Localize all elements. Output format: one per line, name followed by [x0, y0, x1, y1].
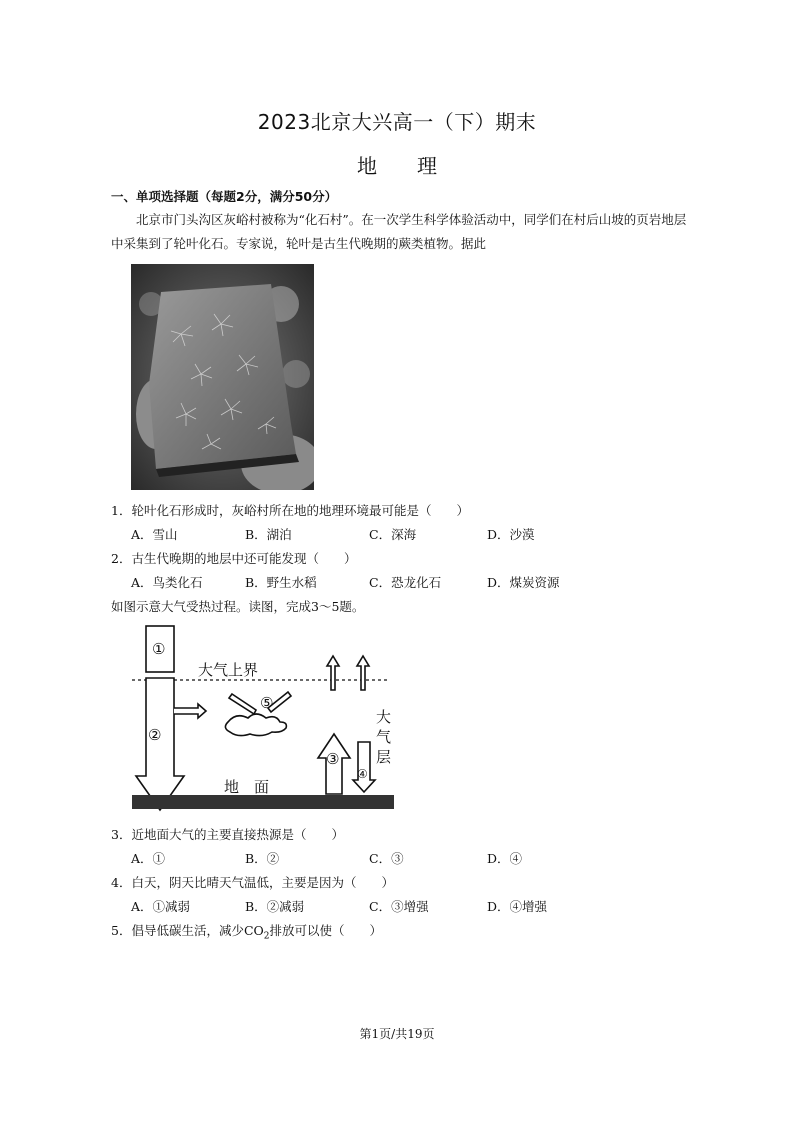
intro-paragraph-fossil: 北京市门头沟区灰峪村被称为“化石村”。在一次学生科学体验活动中，同学们在村后山坡的页岩地层中采集到了轮叶化石。专家说，轮叶是古生代晚期的蕨类植物。据此	[111, 212, 687, 251]
question-1-stem: 1．轮叶化石形成时，灰峪村所在地的地理环境最可能是（ ）	[111, 503, 469, 518]
q2-option-b: B．野生水稻	[245, 575, 317, 590]
q4-option-d: D．④增强	[487, 899, 548, 914]
q4-option-c: C．③增强	[369, 899, 429, 914]
atmosphere-heating-diagram	[128, 622, 398, 817]
ground-bar	[132, 795, 394, 809]
q3-option-d: D．④	[487, 851, 523, 866]
q5-stem-after: 排放可以使（ ）	[269, 923, 383, 938]
marker-5: ⑤	[260, 694, 274, 712]
up-arrow-b	[357, 656, 369, 690]
ground-label: 地 面	[224, 778, 270, 796]
q5-stem-subscript: 2	[263, 931, 270, 942]
marker-4: ④	[357, 767, 368, 781]
q2-option-a: A．鸟类化石	[131, 575, 203, 590]
q1-option-a: A．雪山	[131, 527, 178, 542]
section-heading: 一、单项选择题（每题2分，满分50分）	[111, 189, 338, 204]
reflect-arrow	[174, 704, 206, 718]
q3-option-b: B．②	[245, 851, 280, 866]
arrow-2	[136, 678, 184, 810]
top-of-atmosphere-label: 大气上界	[198, 661, 259, 679]
atmosphere-label-3: 层	[376, 748, 392, 766]
q1-option-b: B．湖泊	[245, 527, 292, 542]
cloud-shape	[225, 714, 286, 736]
q3-option-c: C．③	[369, 851, 404, 866]
q2-option-c: C．恐龙化石	[369, 575, 442, 590]
q1-option-d: D．沙漠	[487, 527, 535, 542]
question-4-stem: 4．白天，阴天比晴天气温低，主要是因为（ ）	[111, 875, 394, 890]
intro-paragraph-diagram: 如图示意大气受热过程。读图，完成3～5题。	[111, 599, 365, 614]
marker-2: ②	[148, 726, 162, 744]
question-2-stem: 2．古生代晚期的地层中还可能发现（ ）	[111, 551, 357, 566]
atmosphere-label-2: 气	[376, 728, 392, 746]
up-arrow-a	[327, 656, 339, 690]
page-footer: 第1页/共19页	[359, 1027, 435, 1041]
q5-stem-before: 5．倡导低碳生活，减少CO	[111, 923, 264, 938]
question-3-stem: 3．近地面大气的主要直接热源是（ ）	[111, 827, 344, 842]
atmosphere-label-1: 大	[376, 708, 392, 726]
marker-1: ①	[152, 640, 166, 658]
q1-option-c: C．深海	[369, 527, 417, 542]
page-title: 2023北京大兴高一（下）期末	[257, 110, 537, 134]
question-5-stem	[111, 921, 382, 942]
q4-option-a: A．①减弱	[131, 899, 191, 914]
q4-option-b: B．②减弱	[245, 899, 305, 914]
q3-option-a: A．①	[131, 851, 166, 866]
subject-title: 地 理	[357, 154, 437, 178]
fossil-photo	[131, 264, 314, 490]
q2-option-d: D．煤炭资源	[487, 575, 560, 590]
marker-3: ③	[326, 750, 340, 768]
